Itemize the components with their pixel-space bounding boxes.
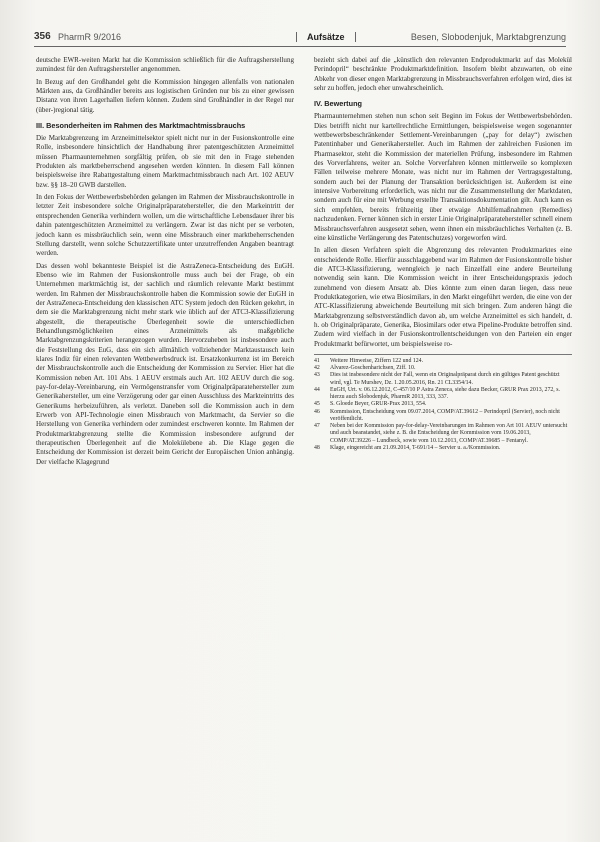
section-heading: III. Besonderheiten im Rahmen des Marktmachtmissbrauchs xyxy=(36,121,246,131)
footnote: 44 EuGH, Urt. v. 06.12.2012, C-457/10 P Astra Zeneca, siehe dazu Becker, GRUR Prax 2013, 272, s. hierzu auch Slobodenjuk, PharmR 2013, 333, 337. xyxy=(314,386,560,401)
footnotes xyxy=(314,354,572,452)
footnote: 46 Kommission, Entscheidung vom 09.07.2014, COMP/AT.39612 – Perindopril (Servier), noch nicht veröffentlicht. xyxy=(314,408,560,422)
footnote: 43 Dies ist insbesondere nicht der Fall, wenn ein Originalpräparat durch ein gültiges Patent geschützt wird, vgl. Te Murshev, Dz. 1.20.05.2016, Rn. 21 CL3354/14. xyxy=(314,372,560,386)
left-column xyxy=(36,56,294,470)
page-number: 356 xyxy=(34,31,51,42)
paragraph: In allen diesen Verfahren spielt die Abgrenzung des relevanten Produktmarktes eine entscheidende Rolle. Hierfür ausschlaggebend war im Rahmen der Fusionskontrolle bisher die ATC3-Klassifizierung, wenngleich je nach Einzelfall eine andere Beurteilung notwendig sein kann. Die Kommission weicht in ihrer Entscheidungspraxis jedoch zunehmend von diesem Ansatz ab. Dies könnte zum einen daran liegen, dass neue Produktkategorien, wie etwa Biosimilars, in den Markt eingeführt werden, die eine von der ATC-Klassifizierung abweichende Beurteilung mit sich bringen. Zum anderen hängt die Marktabgrenzung selbstverständlich davon ab, um welche Arzneimittel es sich handelt, d. h. ob Originalpräparate, Generika, Biosimilars oder etwa Pipeline-Produkte betroffen sind. Zudem wird vielfach in der Fusionskontrollentscheidungen von den Parteien ein enger Produktmarkt befürwortet, um beispielsweise ro- xyxy=(314,246,572,348)
paragraph: deutsche EWR-weiten Markt hat die Kommission schließlich für die Auftragsherstellung zumindest für den Auftragshersteller angenommen. xyxy=(36,56,294,74)
footnote: 42 Alvarez-Goschenharichsen, Ziff. 10. xyxy=(314,365,416,372)
section-heading: IV. Bewertung xyxy=(314,99,362,109)
paragraph: In den Fokus der Wettbewerbsbehörden gelangen im Rahmen der Missbrauchskontrolle in letzter Zeit insbesondere solche Originalpräparatehersteller, die den Markeintritt der entsprechenden Generika verhindern wollen, um die wirtschaftliche Lebensdauer ihrer bis dahin patentgeschützten Arzneimittel zu verlängern. Zwar ist das nicht per se verboten, jedoch kann es missbräuchlich sein, wenn eine Missbrauch einer marktbeherrschenden Stellung darstellt, wenn solche Schutzzertifikate unter unzutreffenden Angaben beantragt werden. xyxy=(36,193,294,258)
running-header xyxy=(34,30,566,47)
paragraph: Pharmaunternehmen stehen nun schon seit Beginn im Fokus der Wettbewerbsbehörden. Dies betrifft nicht nur kartellrechtliche Ermittlungen, beispielsweise wegen sogenannter wettbewerbsbeschränkender Settlement-Vereinbarungen („pay for delay“) zwischen Patentinhaber und Generikahersteller. Auch im Rahmen der zahlreichen Fusionen im Pharmasektor, steht die Kommission der materiellen Prüfung, insbesondere im Rahmen des Vorverfahrens, weiter an. Solche Vorverfahren können mittlerweile so komplexen Fällen teilweise mehrere Monate, was nicht nur im Rahmen der Vertragsgestaltung, sondern auch bei der Planung der Transaktion berücksichtigen ist. Außerdem ist eine intensive Vorbereitung erforderlich, was nicht nur die Zusammenstellung der Marktdaten, sondern auch für eine mit Werbung erstellte Transaktionsdokumentation gilt. Auch kann es sich empfehlen, bereits frühzeitig über etwaige Abhilfemaßnahmen (Remedies) nachzudenken. Ferner können sich in erster Linie Originalpräparatehersteller schnell einem Missbrauchsverfahren ausgesetzt sehen, wenn ihnen ein missbräuchliches Verhalten (z. B. eine künstliche Verlängerung des Patentschutzes) vorgeworfen wird. xyxy=(314,112,572,242)
paragraph: Das dessen wohl bekannteste Beispiel ist die AstraZeneca-Entscheidung des EuGH. Ebenso wie im Rahmen der Fusionskontrolle muss auch bei der Frage, ob ein Unternehmen marktmächtig ist, der sachlich und räumlich relevante Markt bestimmt werden. Im Rahmen der Missbrauchskontrolle haben die Kommission sowie der EuGH in der AstraZeneca-Entscheidung den klassischen ATC System jedoch den Rücken gekehrt, in dem sie die Marktabgrenzung nicht mehr stark wie üblich auf der ATC3-Klassifizierung abgestellt, die therapeutische Überlegenheit sowie die unterschiedlichen Behandlungsmöglichkeiten eines Arzneimittels als maßgebliche Marktabgrenzungskriterien herangezogen wurden. Hervorzuheben ist insbesondere auch die Feststellung des EuG, dass ein sich allmählich vollziehender Marktaustausch kein klares Indiz für einen relevanten Wettbewerbsdruck ist. Ersatzkonkurrenz ist im Bereich der Missbrauchskontrolle auch die Entscheidung der Kommission zu Servier. Hier hat die Kommission neben Art. 101 Abs. 1 AEUV erstmals auch Art. 102 AEUV durch die sog. pay-for-delay-Vereinbarung, ein Vermögenstransfer vom Originalpräparatehersteller zum Generikahersteller, um eine Verzögerung oder gar einen Ausschluss des Markteintritts des Generikums herbeizuführen, als verletzt. Daneben soll die Kommission auch in dem Erwerb von API-Technologie einen Missbrauch von Marktmacht, da Servier so die Herstellung von Generika verhindern oder zumindest erschweren konnte. Im Rahmen der Produktmarktabgrenzung stellte die Kommission insbesondere aufgrund der therapeutischen Überlegenheit auf die Molekülebene ab. Die Klage gegen die Entscheidung der Kommission ist derzeit beim Gericht der Europäischen Union anhängig. Der vielfache Klagegrund xyxy=(36,261,294,466)
footnote: 41 Weitere Hinweise, Ziffern 122 und 124. xyxy=(314,357,424,364)
footnote: 45 S. Gloede Beyer, GRUR-Prax 2013, 554. xyxy=(314,401,427,408)
paragraph: Die Marktabgrenzung im Arzneimittelsektor spielt nicht nur in der Fusionskontrolle eine Rolle, insbesondere hinsichtlich der Handhabung ihrer patentgeschützten Arzneimittel müssen Pharmaunternehmen sorgfältig prüfen, ob sie mit den in Frage stehenden Produkten als marktbeherrschend angesehen werden könnten. In diesem Fall können beispielsweise ihre Rabattgestaltung einem Marktmachtmissbrauch nach Art. 102 AEUV bzw. §§ 18–20 GWB darstellen. xyxy=(36,134,294,189)
footnote: 47 Neben bei der Kommission pay-for-delay-Vereinbarungen im Rahmen von Art 101 AEUV untersucht und auch beanstandet, siehe z. B. die Entscheidung der Kommission vom 19.06.2013, COMP/AT.39226 – Lundbeck, sowie vom 10.12.2013, COMP/AT.39685 – Fentanyl. xyxy=(314,423,568,444)
journal-name: PharmR 9/2016 xyxy=(58,32,122,42)
paragraph: bezieht sich dabei auf die „künstlich den relevanten Endproduktmarkt auf das Molekül Perindopril“ beschränkte Produktmarktdefinition. Insofern bleibt abzuwarten, ob eine Abkehr von dieser engen Marktabgrenzung in Missbrauchsverfahren erfolgen wird, dies ist sehr zu hoffen, jedoch eher unwahrscheinlich. xyxy=(314,56,572,93)
section-label: Aufsätze xyxy=(296,32,356,42)
right-column xyxy=(314,56,572,452)
paragraph: In Bezug auf den Großhandel geht die Kommission hingegen allenfalls von nationalen Märkten aus, da Großhändler bereits aus logistischen Gründen nur bis zu einer gewissen Distanz von ihren Lagerhallen liefern können. Zudem sind Großhändler in der Regel nur (über-)regional tätig. xyxy=(36,77,294,114)
author-running-title: Besen, Slobodenjuk, Marktabgrenzung xyxy=(410,32,566,42)
footnote: 48 Klage, eingereicht am 21.09.2014, T-691/14 – Servier u. a./Kommission. xyxy=(314,444,501,451)
